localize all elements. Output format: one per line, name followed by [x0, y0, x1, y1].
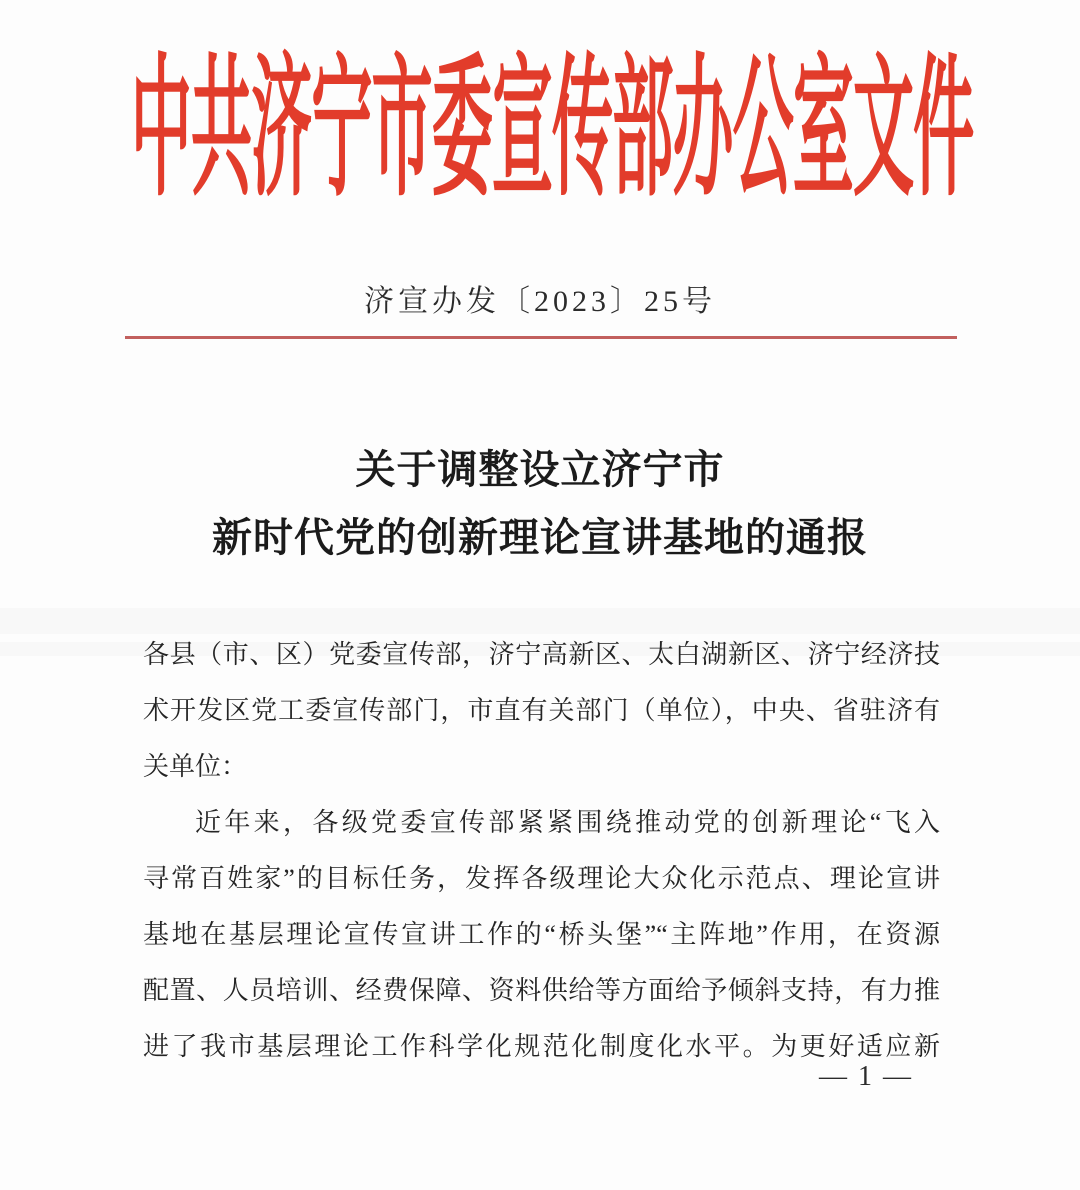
- document-title: [0, 436, 1080, 572]
- body-text-line: 配置、人员培训、经费保障、资料供给等方面给予倾斜支持，有力推: [143, 976, 940, 1005]
- document-header-banner: [0, 45, 1080, 215]
- page-number: — 1 —: [819, 1061, 913, 1092]
- document-title-line-1: 关于调整设立济宁市: [355, 447, 725, 492]
- body-text-line: 基地在基层理论宣传宣讲工作的“桥头堡”“主阵地”作用，在资源: [143, 920, 940, 949]
- body-text-line: 术开发区党工委宣传部门，市直有关部门（单位），中央、省驻济有: [143, 696, 940, 725]
- issuing-organization-title: 中共济宁市委宣传部办公室文件: [130, 45, 974, 215]
- document-number: 济宣办发〔2023〕25号: [364, 285, 716, 318]
- document-title-line-2: 新时代党的创新理论宣讲基地的通报: [212, 515, 868, 560]
- body-text-line: 进了我市基层理论工作科学化规范化制度化水平。为更好适应新: [143, 1032, 940, 1061]
- red-divider-line: [125, 336, 957, 339]
- body-text-line: 关单位：: [143, 752, 248, 781]
- body-text-line: 各县（市、区）党委宣传部，济宁高新区、太白湖新区、济宁经济技: [143, 640, 940, 669]
- body-text-line: 寻常百姓家”的目标任务，发挥各级理论大众化示范点、理论宣讲: [143, 864, 940, 893]
- document-body: [143, 627, 940, 1075]
- body-text-line: 近年来，各级党委宣传部紧紧围绕推动党的创新理论“飞入: [195, 808, 940, 837]
